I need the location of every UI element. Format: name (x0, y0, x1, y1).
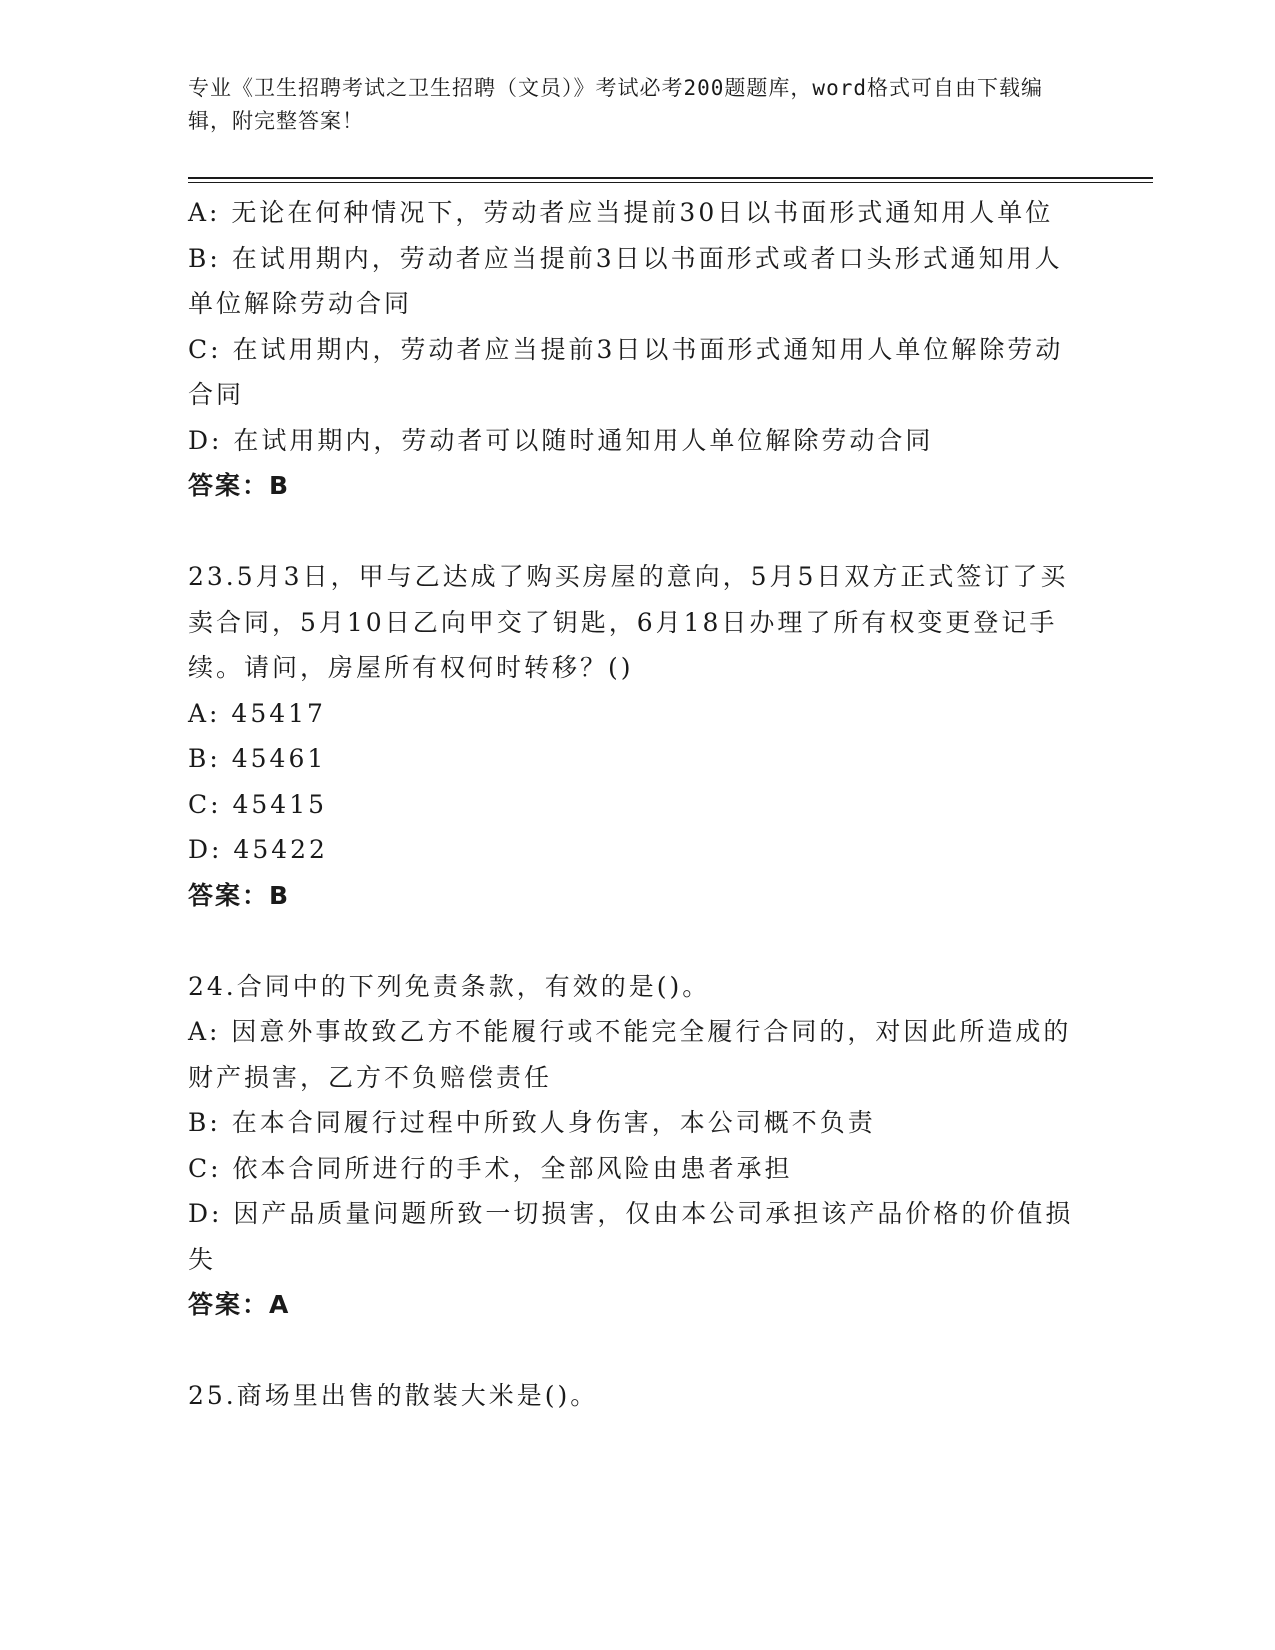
q24-option-c: C: 依本合同所进行的手术，全部风险由患者承担 (188, 1153, 793, 1183)
q24-option-a: A: 因意外事故致乙方不能履行或不能完全履行合同的，对因此所造成的财产损害，乙方不负赔偿责任 (188, 1017, 1072, 1092)
q22-option-b: B: 在试用期内，劳动者应当提前3日以书面形式或者口头形式通知用人单位解除劳动合同 (188, 243, 1063, 318)
q22-option-d: D: 在试用期内，劳动者可以随时通知用人单位解除劳动合同 (188, 425, 934, 455)
q23-option-a: A: 45417 (188, 698, 326, 728)
header-title: 专业《卫生招聘考试之卫生招聘（文员）》考试必考200题题库，word格式可自由下载编辑，附完整答案！ (188, 76, 1043, 133)
spacer (188, 1328, 1078, 1374)
q24-question: 24.合同中的下列免责条款，有效的是()。 (188, 971, 711, 1001)
question-22 (188, 190, 1078, 509)
q25-question: 25.商场里出售的散装大米是()。 (188, 1381, 599, 1410)
q23-option-c: C: 45415 (188, 789, 328, 819)
question-23 (188, 554, 1078, 918)
spacer (188, 918, 1078, 964)
q22-option-c: C: 在试用期内，劳动者应当提前3日以书面形式通知用人单位解除劳动合同 (188, 334, 1064, 409)
q23-option-d: D: 45422 (188, 835, 328, 864)
spacer (188, 509, 1078, 555)
question-25 (188, 1373, 1078, 1419)
q23-answer: 答案：B (188, 880, 291, 910)
document-body (188, 190, 1078, 1419)
question-24 (188, 964, 1078, 1328)
q24-option-d: D: 因产品质量问题所致一切损害，仅由本公司承担该产品价格的价值损失 (188, 1199, 1074, 1274)
q22-option-a: A: 无论在何种情况下，劳动者应当提前30日以书面形式通知用人单位 (188, 198, 1054, 227)
header-rule-thin (188, 182, 1153, 183)
q23-question: 23.5月3日，甲与乙达成了购买房屋的意向，5月5日双方正式签订了买卖合同，5月10日乙向甲交了钥匙，6月18日办理了所有权变更登记手续。请问，房屋所有权何时转移？() (188, 562, 1069, 682)
q22-answer: 答案：B (188, 471, 291, 500)
document-header (188, 72, 1068, 138)
q24-option-b: B: 在本合同履行过程中所致人身伤害，本公司概不负责 (188, 1108, 876, 1137)
q24-answer: 答案：A (188, 1290, 291, 1319)
q23-option-b: B: 45461 (188, 744, 327, 773)
header-rule-thick (188, 177, 1153, 179)
